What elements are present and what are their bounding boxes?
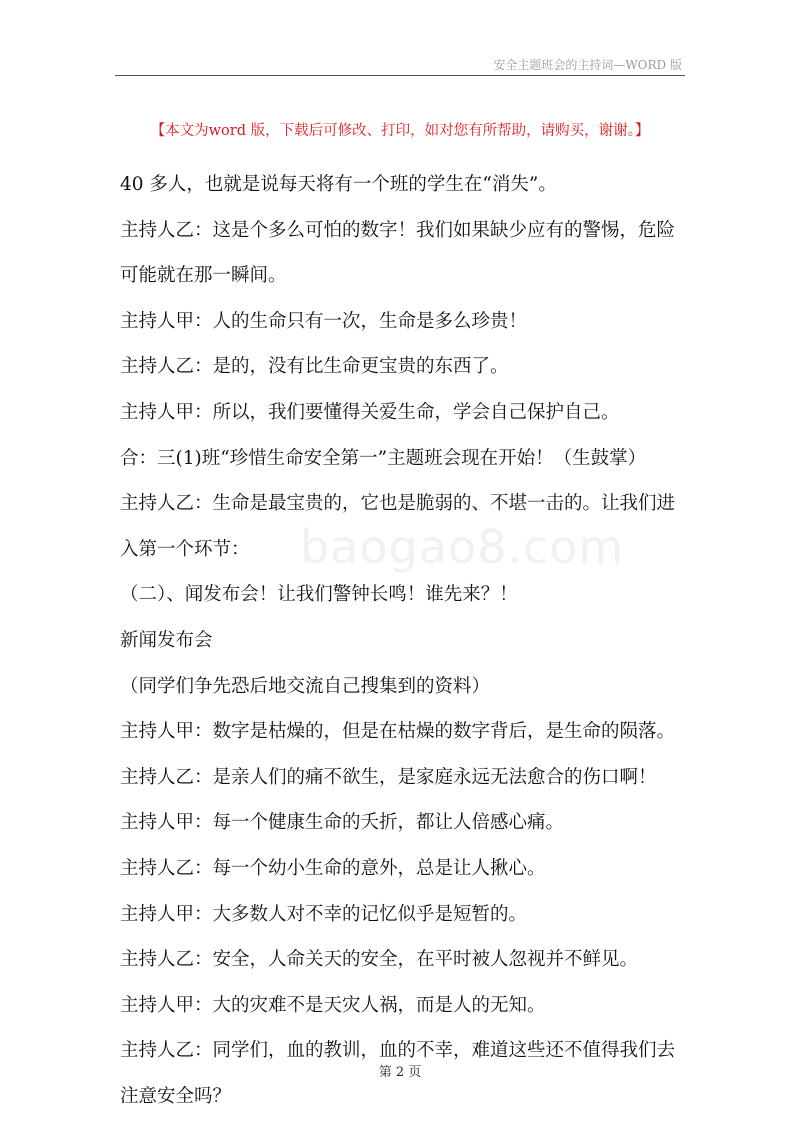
body-paragraph: 主持人乙：每一个幼小生命的意外，总是让人揪心。 — [120, 857, 546, 879]
body-paragraph: 主持人甲：每一个健康生命的夭折，都让人倍感心痛。 — [120, 812, 565, 834]
body-paragraph: 主持人甲：大的灾难不是天灾人祸，而是人的无知。 — [120, 994, 546, 1016]
body-paragraph: 主持人乙：这是个多么可怕的数字！我们如果缺少应有的警惕，危险可能就在那一瞬间。 — [120, 219, 676, 287]
body-paragraph: 主持人乙：生命是最宝贵的，它也是脆弱的、不堪一击的。让我们进入第一个环节： — [120, 493, 676, 560]
download-notice: 【本文为word 版，下载后可修改、打印，如对您有所帮助，请购买，谢谢。】 — [150, 123, 650, 139]
body-paragraph: 主持人甲：人的生命只有一次，生命是多么珍贵！ — [120, 310, 528, 332]
body-paragraph: 主持人乙：安全，人命关天的安全，在平时被人忽视并不鲜见。 — [120, 949, 639, 971]
body-paragraph: 主持人甲：所以，我们要懂得关爱生命，学会自己保护自己。 — [120, 401, 620, 423]
body-paragraph: （同学们争先恐后地交流自己搜集到的资料） — [120, 675, 491, 697]
body-paragraph: 主持人乙：同学们，血的教训，血的不幸，难道这些还不值得我们去注意安全吗？ — [120, 1040, 676, 1107]
body-paragraph: 主持人乙：是亲人们的痛不欲生，是家庭永远无法愈合的伤口啊！ — [120, 766, 657, 788]
document-body — [120, 162, 688, 1119]
header-divider — [115, 75, 685, 76]
body-paragraph: 合：三(1)班“珍惜生命安全第一”主题班会现在开始！（生鼓掌） — [120, 447, 647, 469]
body-paragraph: 主持人乙：是的，没有比生命更宝贵的东西了。 — [120, 356, 509, 378]
document-header-title: 安全主题班会的主持词—WORD 版 — [493, 58, 682, 72]
body-paragraph: （二）、闻发布会！让我们警钟长鸣！谁先来？！ — [120, 584, 518, 606]
body-paragraph: 40 多人，也就是说每天将有一个班的学生在“消失”。 — [120, 174, 557, 195]
watermark: baogao8.com — [300, 520, 625, 574]
page-number: 第 2 页 — [378, 1065, 422, 1080]
section-heading: 新闻发布会 — [120, 629, 213, 651]
body-paragraph: 主持人甲：数字是枯燥的，但是在枯燥的数字背后，是生命的陨落。 — [120, 721, 676, 743]
body-paragraph: 主持人甲：大多数人对不幸的记忆似乎是短暂的。 — [120, 903, 528, 925]
